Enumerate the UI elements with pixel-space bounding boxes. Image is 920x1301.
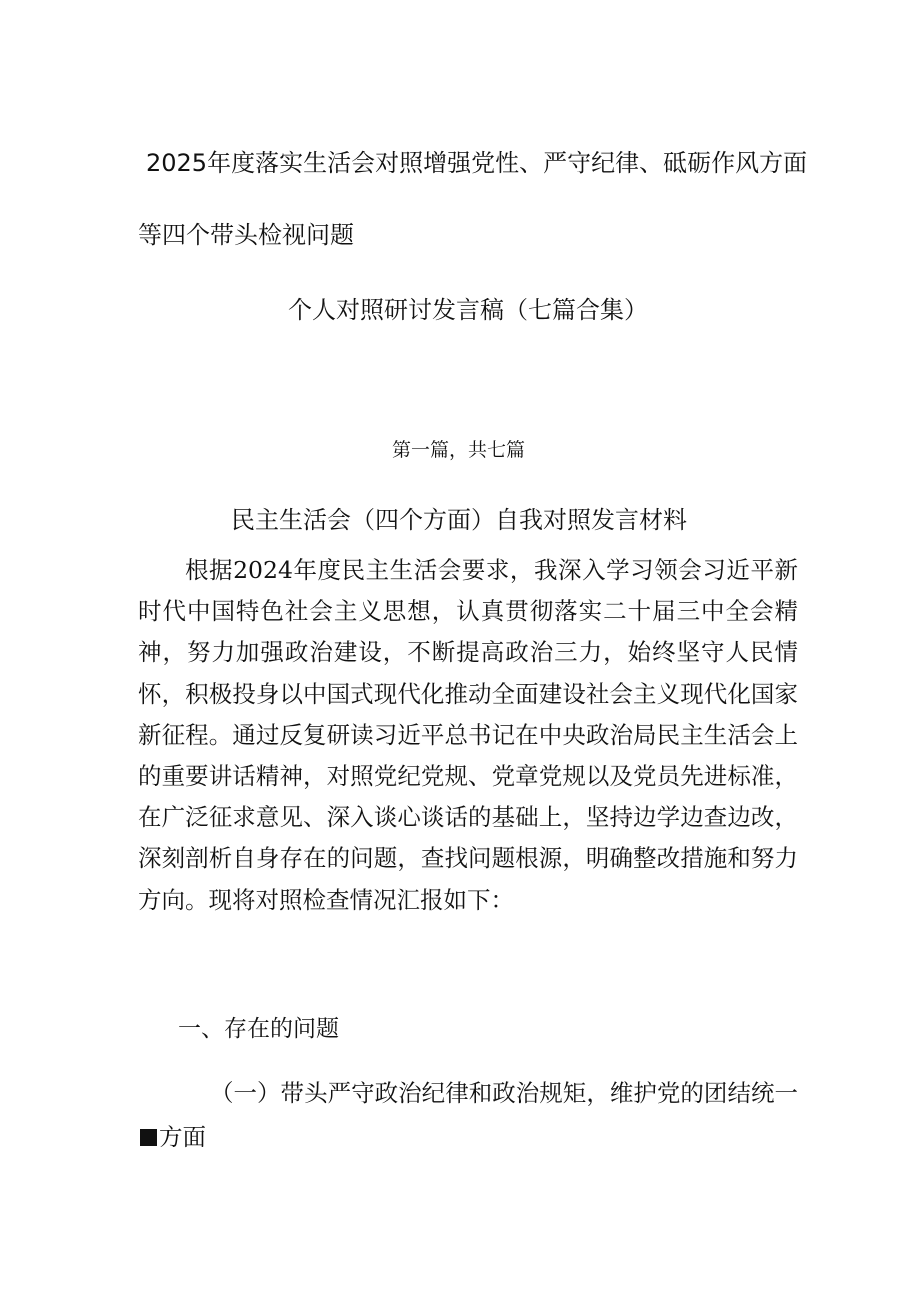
sub-heading-paragraph <box>138 1071 798 1159</box>
chapter-label: 第一篇，共七篇 <box>392 439 526 461</box>
body-paragraph: 根据2024年度民主生活会要求，我深入学习领会习近平新时代中国特色社会主义思想，认真贯彻落实二十届三中全会精神，努力加强政治建设，不断提高政治三力，始终坚守人民情怀，积极投身以中国式现代化推动全面建设社会主义现代化国家新征程。通过反复研读习近平总书记在中央政治局民主生活会上的重要讲话精神，对照党纪党规、党章党规以及党员先进标准，在广泛征求意见、深入谈心谈话的基础上，坚持边学边查边改，深刻剖析自身存在的问题，查找问题根源，明确整改措施和努力方向。现将对照检查情况汇报如下： <box>138 556 798 914</box>
document-title-line-2: 等四个带头检视问题 <box>138 221 354 249</box>
document-title-line-1: 2025年度落实生活会对照增强党性、严守纪律、砥砺作风方面 <box>146 149 808 177</box>
document-title-line-3: 个人对照研讨发言稿（七篇合集） <box>288 296 648 324</box>
section-title: 民主生活会（四个方面）自我对照发言材料 <box>231 506 687 534</box>
sub-heading-tail: 方面 <box>159 1123 206 1151</box>
black-square-mark <box>140 1129 157 1146</box>
sub-heading-text: （一）带头严守政治纪律和政治规矩，维护党的团结统一 <box>210 1079 798 1107</box>
heading-existing-problems: 一、存在的问题 <box>178 1016 339 1042</box>
